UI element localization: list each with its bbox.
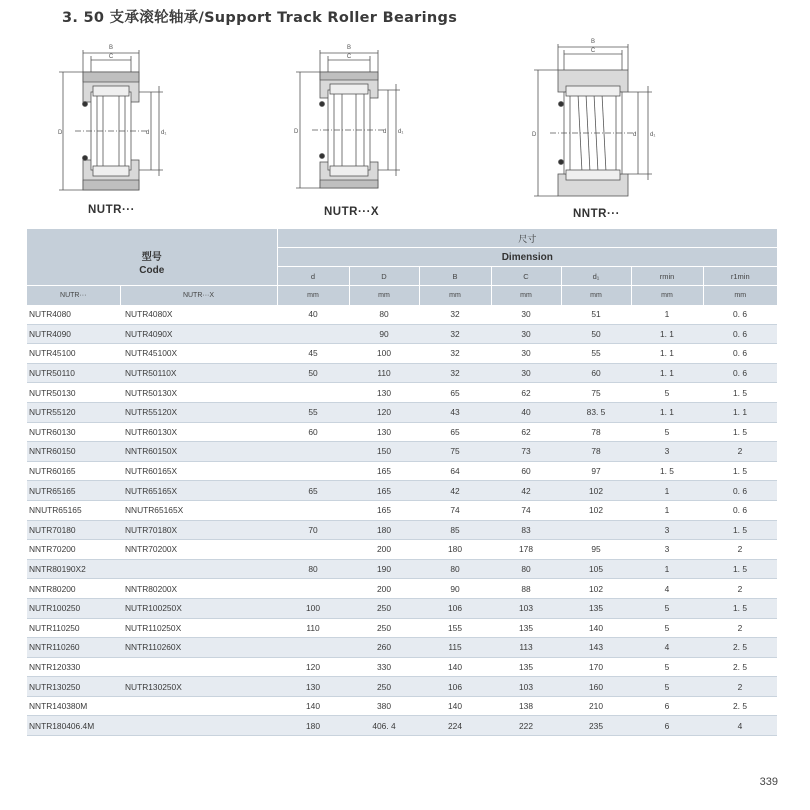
figure-caption-nutr-x: NUTR···X xyxy=(324,206,380,218)
cell-d: 100 xyxy=(277,598,349,618)
table-row xyxy=(27,442,777,462)
dim-label-d: d xyxy=(633,132,637,138)
table-row xyxy=(27,461,777,481)
dim-label-d1: d₁ xyxy=(398,129,404,135)
cell-code-nutr-x: NUTR130250X xyxy=(120,677,277,697)
cell-rmin: 4 xyxy=(631,579,703,599)
cell-d1: 102 xyxy=(561,481,631,501)
cell-code-nutr: NNTR110260 xyxy=(27,638,120,658)
cell-d1: 51 xyxy=(561,305,631,324)
cell-B: 180 xyxy=(419,540,491,560)
cell-B: 85 xyxy=(419,520,491,540)
cell-D: 180 xyxy=(349,520,419,540)
cell-code-nutr: NUTR70180 xyxy=(27,520,120,540)
cell-r1min: 2. 5 xyxy=(703,657,777,677)
cell-rmin: 1 xyxy=(631,559,703,579)
cell-d: 180 xyxy=(277,716,349,736)
page-title: 3. 50 支承滚轮轴承/Support Track Roller Bearings xyxy=(62,10,458,26)
cell-d: 80 xyxy=(277,559,349,579)
cell-D: 130 xyxy=(349,422,419,442)
table-row xyxy=(27,540,777,560)
cell-code-nutr-x xyxy=(120,716,277,736)
cell-d: 60 xyxy=(277,422,349,442)
cell-D: 150 xyxy=(349,442,419,462)
table-row xyxy=(27,579,777,599)
cell-d: 65 xyxy=(277,481,349,501)
cell-d1: 143 xyxy=(561,638,631,658)
cell-r1min: 0. 6 xyxy=(703,344,777,364)
cell-D: 200 xyxy=(349,540,419,560)
cell-C: 42 xyxy=(491,481,561,501)
cell-code-nutr: NUTR60130 xyxy=(27,422,120,442)
sub-header-nutr: NUTR··· xyxy=(27,286,120,306)
cell-B: 155 xyxy=(419,618,491,638)
cell-d1: 75 xyxy=(561,383,631,403)
cell-r1min: 1. 5 xyxy=(703,422,777,442)
cell-code-nutr: NUTR50110 xyxy=(27,363,120,383)
cell-r1min: 1. 5 xyxy=(703,598,777,618)
cell-D: 200 xyxy=(349,579,419,599)
figure-caption-nutr: NUTR··· xyxy=(88,204,135,216)
cell-code-nutr-x: NUTR50110X xyxy=(120,363,277,383)
cell-rmin: 5 xyxy=(631,383,703,403)
cell-D: 250 xyxy=(349,598,419,618)
cell-C: 222 xyxy=(491,716,561,736)
cell-r1min: 2 xyxy=(703,677,777,697)
cell-code-nutr-x: NNTR110260X xyxy=(120,638,277,658)
table-row xyxy=(27,677,777,697)
cell-d1: 210 xyxy=(561,696,631,716)
cell-C: 30 xyxy=(491,344,561,364)
cell-C: 103 xyxy=(491,677,561,697)
cell-D: 165 xyxy=(349,461,419,481)
table-row xyxy=(27,305,777,324)
table-row xyxy=(27,559,777,579)
cell-d: 55 xyxy=(277,402,349,422)
cell-d xyxy=(277,461,349,481)
cell-rmin: 1. 1 xyxy=(631,402,703,422)
cell-B: 42 xyxy=(419,481,491,501)
cell-code-nutr: NUTR110250 xyxy=(27,618,120,638)
cell-B: 43 xyxy=(419,402,491,422)
cell-code-nutr: NUTR60165 xyxy=(27,461,120,481)
cell-d1: 78 xyxy=(561,442,631,462)
code-header-cn: 型号 xyxy=(141,252,162,263)
cell-code-nutr-x xyxy=(120,657,277,677)
cell-B: 106 xyxy=(419,677,491,697)
unit-d1: mm xyxy=(561,286,631,306)
dim-label-d1: d₁ xyxy=(161,130,167,136)
cell-r1min: 0. 6 xyxy=(703,500,777,520)
cell-r1min: 4 xyxy=(703,716,777,736)
cell-C: 30 xyxy=(491,363,561,383)
cell-code-nutr-x: NNTR70200X xyxy=(120,540,277,560)
cell-code-nutr-x: NUTR45100X xyxy=(120,344,277,364)
unit-d: mm xyxy=(277,286,349,306)
cell-d1: 170 xyxy=(561,657,631,677)
cell-d xyxy=(277,500,349,520)
cell-code-nutr-x xyxy=(120,559,277,579)
cell-B: 90 xyxy=(419,579,491,599)
cell-code-nutr-x: NNTR60150X xyxy=(120,442,277,462)
dim-label-b: B xyxy=(108,45,114,51)
cell-r1min: 2 xyxy=(703,442,777,462)
bearing-drawing-nntr xyxy=(528,38,668,208)
cell-D: 130 xyxy=(349,383,419,403)
cell-D: 120 xyxy=(349,402,419,422)
cell-D: 90 xyxy=(349,324,419,344)
dim-label-b: B xyxy=(346,45,352,51)
cell-d1: 50 xyxy=(561,324,631,344)
cell-code-nutr-x: NUTR110250X xyxy=(120,618,277,638)
cell-C: 135 xyxy=(491,618,561,638)
cell-code-nutr-x: NUTR100250X xyxy=(120,598,277,618)
cell-B: 64 xyxy=(419,461,491,481)
cell-d: 40 xyxy=(277,305,349,324)
cell-C: 103 xyxy=(491,598,561,618)
table-row xyxy=(27,481,777,501)
cell-d: 70 xyxy=(277,520,349,540)
dim-label-c: C xyxy=(346,54,352,60)
cell-code-nutr: NUTR4090 xyxy=(27,324,120,344)
cell-code-nutr: NNTR80190X2 xyxy=(27,559,120,579)
cell-B: 32 xyxy=(419,305,491,324)
cell-D: 260 xyxy=(349,638,419,658)
cell-code-nutr-x: NNUTR65165X xyxy=(120,500,277,520)
cell-rmin: 1 xyxy=(631,500,703,520)
table-row xyxy=(27,363,777,383)
cell-rmin: 6 xyxy=(631,716,703,736)
col-header-r1min: r1min xyxy=(703,267,777,286)
cell-D: 330 xyxy=(349,657,419,677)
table-row xyxy=(27,657,777,677)
cell-C: 178 xyxy=(491,540,561,560)
cell-C: 60 xyxy=(491,461,561,481)
cell-D: 165 xyxy=(349,481,419,501)
dim-label-d1: d₁ xyxy=(650,132,656,138)
cell-D: 80 xyxy=(349,305,419,324)
table-row xyxy=(27,344,777,364)
cell-r1min: 0. 6 xyxy=(703,305,777,324)
cell-rmin: 5 xyxy=(631,657,703,677)
cell-C: 62 xyxy=(491,383,561,403)
table-row xyxy=(27,500,777,520)
cell-code-nutr: NUTR130250 xyxy=(27,677,120,697)
cell-code-nutr: NUTR100250 xyxy=(27,598,120,618)
cell-code-nutr: NUTR4080 xyxy=(27,305,120,324)
cell-rmin: 1. 5 xyxy=(631,461,703,481)
unit-B: mm xyxy=(419,286,491,306)
cell-code-nutr: NNTR120330 xyxy=(27,657,120,677)
cell-r1min: 1. 5 xyxy=(703,559,777,579)
dim-label-d-outer: D xyxy=(532,132,537,138)
dim-label-d: d xyxy=(383,129,387,135)
cell-code-nutr: NNTR70200 xyxy=(27,540,120,560)
cell-rmin: 6 xyxy=(631,696,703,716)
cell-d xyxy=(277,442,349,462)
table-row xyxy=(27,618,777,638)
cell-code-nutr-x: NNTR80200X xyxy=(120,579,277,599)
dim-label-b: B xyxy=(590,39,596,45)
dimension-header-cn: 尺寸 xyxy=(277,229,777,248)
cell-C: 73 xyxy=(491,442,561,462)
cell-d xyxy=(277,638,349,658)
table-row xyxy=(27,696,777,716)
cell-rmin: 5 xyxy=(631,618,703,638)
cell-code-nutr-x: NUTR4090X xyxy=(120,324,277,344)
cell-d1: 95 xyxy=(561,540,631,560)
cell-code-nutr-x: NUTR55120X xyxy=(120,402,277,422)
cell-d: 50 xyxy=(277,363,349,383)
cell-d1: 102 xyxy=(561,500,631,520)
cell-B: 115 xyxy=(419,638,491,658)
cell-code-nutr-x: NUTR60165X xyxy=(120,461,277,481)
cell-B: 32 xyxy=(419,324,491,344)
cell-r1min: 1. 5 xyxy=(703,520,777,540)
unit-D: mm xyxy=(349,286,419,306)
col-header-B: B xyxy=(419,267,491,286)
cell-code-nutr: NNTR140380M xyxy=(27,696,120,716)
cell-C: 74 xyxy=(491,500,561,520)
cell-d1: 102 xyxy=(561,579,631,599)
cell-code-nutr: NNUTR65165 xyxy=(27,500,120,520)
cell-d xyxy=(277,324,349,344)
table-row xyxy=(27,422,777,442)
cell-C: 40 xyxy=(491,402,561,422)
cell-r1min: 2. 5 xyxy=(703,696,777,716)
cell-code-nutr-x: NUTR4080X xyxy=(120,305,277,324)
dim-label-d: d xyxy=(146,130,150,136)
cell-C: 88 xyxy=(491,579,561,599)
bearing-spec-table xyxy=(27,229,777,736)
cell-code-nutr-x xyxy=(120,696,277,716)
table-row xyxy=(27,638,777,658)
cell-D: 100 xyxy=(349,344,419,364)
cell-code-nutr-x: NUTR65165X xyxy=(120,481,277,501)
cell-B: 106 xyxy=(419,598,491,618)
cell-d1: 60 xyxy=(561,363,631,383)
cell-C: 62 xyxy=(491,422,561,442)
cell-code-nutr: NUTR55120 xyxy=(27,402,120,422)
cell-D: 250 xyxy=(349,618,419,638)
col-header-rmin: rmin xyxy=(631,267,703,286)
col-header-D: D xyxy=(349,267,419,286)
cell-B: 140 xyxy=(419,657,491,677)
code-header xyxy=(27,229,277,286)
cell-r1min: 0. 6 xyxy=(703,481,777,501)
table-row xyxy=(27,520,777,540)
cell-r1min: 2. 5 xyxy=(703,638,777,658)
cell-d1: 135 xyxy=(561,598,631,618)
cell-code-nutr: NNTR180406.4M xyxy=(27,716,120,736)
col-header-d: d xyxy=(277,267,349,286)
cell-d xyxy=(277,383,349,403)
cell-d xyxy=(277,579,349,599)
table-row xyxy=(27,598,777,618)
unit-C: mm xyxy=(491,286,561,306)
cell-rmin: 3 xyxy=(631,442,703,462)
cell-d1: 160 xyxy=(561,677,631,697)
cell-r1min: 2 xyxy=(703,579,777,599)
cell-d1: 140 xyxy=(561,618,631,638)
cell-rmin: 1 xyxy=(631,481,703,501)
cell-C: 135 xyxy=(491,657,561,677)
cell-D: 406. 4 xyxy=(349,716,419,736)
cell-d1: 83. 5 xyxy=(561,402,631,422)
cell-D: 380 xyxy=(349,696,419,716)
cell-d: 45 xyxy=(277,344,349,364)
figure-caption-nntr: NNTR··· xyxy=(573,208,620,220)
cell-rmin: 3 xyxy=(631,520,703,540)
cell-D: 190 xyxy=(349,559,419,579)
cell-C: 113 xyxy=(491,638,561,658)
bearing-drawing-nutr xyxy=(55,42,175,202)
dimension-header-en: Dimension xyxy=(277,248,777,267)
cell-code-nutr-x: NUTR50130X xyxy=(120,383,277,403)
bearing-drawing-nutr-x xyxy=(290,42,410,202)
cell-B: 32 xyxy=(419,363,491,383)
cell-d1: 78 xyxy=(561,422,631,442)
col-header-C: C xyxy=(491,267,561,286)
cell-rmin: 1 xyxy=(631,305,703,324)
unit-r1min: mm xyxy=(703,286,777,306)
cell-r1min: 2 xyxy=(703,540,777,560)
cell-D: 165 xyxy=(349,500,419,520)
cell-d1: 105 xyxy=(561,559,631,579)
cell-B: 74 xyxy=(419,500,491,520)
cell-d: 140 xyxy=(277,696,349,716)
cell-rmin: 5 xyxy=(631,422,703,442)
cell-rmin: 1. 1 xyxy=(631,363,703,383)
cell-r1min: 1. 1 xyxy=(703,402,777,422)
cell-C: 83 xyxy=(491,520,561,540)
table-row xyxy=(27,716,777,736)
cell-code-nutr: NUTR50130 xyxy=(27,383,120,403)
cell-code-nutr: NNTR80200 xyxy=(27,579,120,599)
cell-d1: 55 xyxy=(561,344,631,364)
cell-r1min: 2 xyxy=(703,618,777,638)
cell-rmin: 1. 1 xyxy=(631,344,703,364)
dim-label-d-outer: D xyxy=(294,129,299,135)
dim-label-c: C xyxy=(590,48,596,54)
cell-C: 30 xyxy=(491,305,561,324)
cell-d: 120 xyxy=(277,657,349,677)
cell-B: 65 xyxy=(419,383,491,403)
table-row xyxy=(27,324,777,344)
cell-code-nutr: NUTR65165 xyxy=(27,481,120,501)
cell-r1min: 1. 5 xyxy=(703,461,777,481)
dim-label-c: C xyxy=(108,54,114,60)
cell-C: 80 xyxy=(491,559,561,579)
cell-C: 30 xyxy=(491,324,561,344)
cell-rmin: 5 xyxy=(631,677,703,697)
col-header-d1: d₁ xyxy=(561,267,631,286)
cell-r1min: 0. 6 xyxy=(703,363,777,383)
sub-header-nutr-x: NUTR···X xyxy=(120,286,277,306)
cell-B: 32 xyxy=(419,344,491,364)
cell-D: 250 xyxy=(349,677,419,697)
unit-rmin: mm xyxy=(631,286,703,306)
cell-rmin: 3 xyxy=(631,540,703,560)
dim-label-d-outer: D xyxy=(58,130,63,136)
code-header-en: Code xyxy=(139,265,165,276)
cell-r1min: 0. 6 xyxy=(703,324,777,344)
cell-D: 110 xyxy=(349,363,419,383)
cell-B: 65 xyxy=(419,422,491,442)
cell-code-nutr-x: NUTR60130X xyxy=(120,422,277,442)
cell-code-nutr: NNTR60150 xyxy=(27,442,120,462)
cell-rmin: 1. 1 xyxy=(631,324,703,344)
table-body xyxy=(27,305,777,736)
cell-B: 75 xyxy=(419,442,491,462)
cell-d1: 97 xyxy=(561,461,631,481)
cell-d: 130 xyxy=(277,677,349,697)
cell-d: 110 xyxy=(277,618,349,638)
cell-rmin: 4 xyxy=(631,638,703,658)
cell-rmin: 5 xyxy=(631,598,703,618)
table-row xyxy=(27,402,777,422)
cell-r1min: 1. 5 xyxy=(703,383,777,403)
cell-C: 138 xyxy=(491,696,561,716)
cell-B: 140 xyxy=(419,696,491,716)
table-row xyxy=(27,383,777,403)
cell-B: 224 xyxy=(419,716,491,736)
cell-code-nutr: NUTR45100 xyxy=(27,344,120,364)
cell-d1 xyxy=(561,520,631,540)
page-number: 339 xyxy=(759,776,778,788)
cell-code-nutr-x: NUTR70180X xyxy=(120,520,277,540)
cell-d1: 235 xyxy=(561,716,631,736)
cell-d xyxy=(277,540,349,560)
cell-B: 80 xyxy=(419,559,491,579)
